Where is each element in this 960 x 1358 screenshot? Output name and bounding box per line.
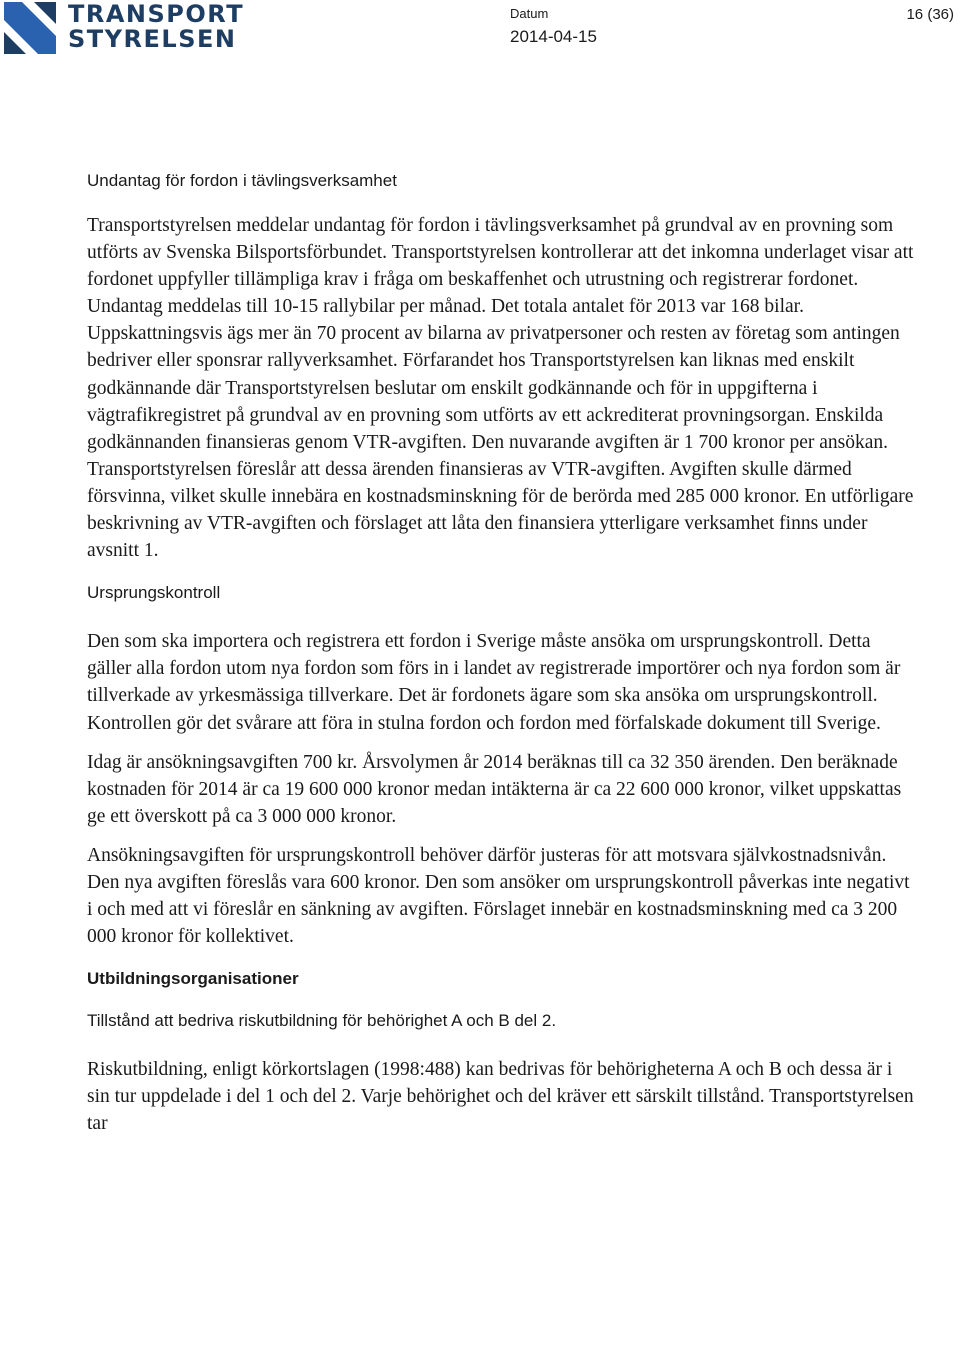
heading-utbildningsorganisationer: Utbildningsorganisationer bbox=[87, 969, 299, 989]
paragraph-ursprung-1: Den som ska importera och registrera ett fordon i Sverige måste ansöka om ursprungskontroll. Detta gäller alla fordon utom nya fordon som förs in i landet av registrerade importörer och nya fordon som är tillverkade av yrkesmässiga tillverkare. Det är fordonets ägare som ska ansöka om ursprungskontroll. Kontrollen gör det svårare att föra in stulna fordon och fordon med förfalskade dokument till Sverige. bbox=[87, 631, 901, 734]
heading-undantag: Undantag för fordon i tävlingsverksamhet bbox=[87, 171, 397, 190]
paragraph-undantag: Transportstyrelsen meddelar undantag för fordon i tävlingsverksamhet på grundval av en provning som utförts av Svenska Bilsportsförbundet. Transportstyrelsen kontrollerar att det inkomna underlaget visar att fordonet uppfyller tillämpliga krav i fråga om beskaffenhet och utrustning och registrerar fordonet. Undantag meddelas till 10-15 rallybilar per månad. Det totala antalet för 2013 var 168 bilar. Uppskattningsvis ägs mer än 70 procent av bilarna av privatpersoner och resten av företag som antingen bedriver eller sponsrar rallyverksamhet. Förfarandet hos Transportstyrelsen kan liknas med enskilt godkännande där Transportstyrelsen beslutar om enskilt godkännande och för in uppgifterna i vägtrafikregistret på grundval av en provning som utförts av ett ackrediterat provningsorgan. Enskilda godkännanden finansieras genom VTR-avgiften. Den nuvarande avgiften är 1 700 kronor per ansökan. Transportstyrelsen föreslår att dessa ärenden finansieras av VTR-avgiften. Avgiften skulle därmed försvinna, vilket skulle innebära en kostnadsminskning för de berörda med 285 000 kronor. En utförligare beskrivning av VTR-avgiften och förslaget att låta den finansiera ytterligare verksamhet finns under avsnitt 1. bbox=[87, 215, 914, 562]
transportstyrelsen-logo bbox=[4, 0, 245, 56]
logo-line-2: STYRELSEN bbox=[68, 25, 237, 53]
logo-wordmark bbox=[68, 2, 244, 52]
heading-ursprungskontroll: Ursprungskontroll bbox=[87, 583, 221, 603]
paragraph-riskutbildning: Riskutbildning, enligt körkortslagen (1998:488) kan bedrivas för behörigheterna A och B och dessa är i sin tur uppdelade i del 1 och del 2. Varje behörighet och del kräver ett särskilt tillstånd. Transportstyrelsen tar bbox=[87, 1059, 914, 1135]
date-label: Datum bbox=[510, 6, 549, 21]
logo-mark-icon bbox=[4, 2, 60, 54]
page-number: 16 (36) bbox=[906, 6, 954, 23]
date-value: 2014-04-15 bbox=[510, 27, 597, 46]
logo-line-1: TRANSPORT bbox=[68, 0, 245, 28]
paragraph-ursprung-2: Idag är ansökningsavgiften 700 kr. Årsvolymen år 2014 beräknas till ca 32 350 ärenden. Den beräknade kostnaden för 2014 är ca 19 600 000 kronor medan intäkterna är ca 22 600 000 kronor, vilket uppskattas ge ett överskott på ca 3 000 000 kronor. bbox=[87, 751, 902, 827]
subheading-riskutbildning: Tillstånd att bedriva riskutbildning för behörighet A och B del 2. bbox=[87, 1011, 557, 1031]
document-body bbox=[87, 170, 917, 1138]
date-block bbox=[510, 6, 597, 48]
paragraph-ursprung-3: Ansökningsavgiften för ursprungskontroll behöver därför justeras för att motsvara självkostnadsnivån. Den nya avgiften föreslås vara 600 kronor. Den som ansöker om ursprungskontroll påverkas inte negativt i och med att vi föreslår en sänkning av avgiften. Förslaget innebär en kostnadsminskning med ca 3 200 000 kronor för kollektivet. bbox=[87, 844, 910, 948]
